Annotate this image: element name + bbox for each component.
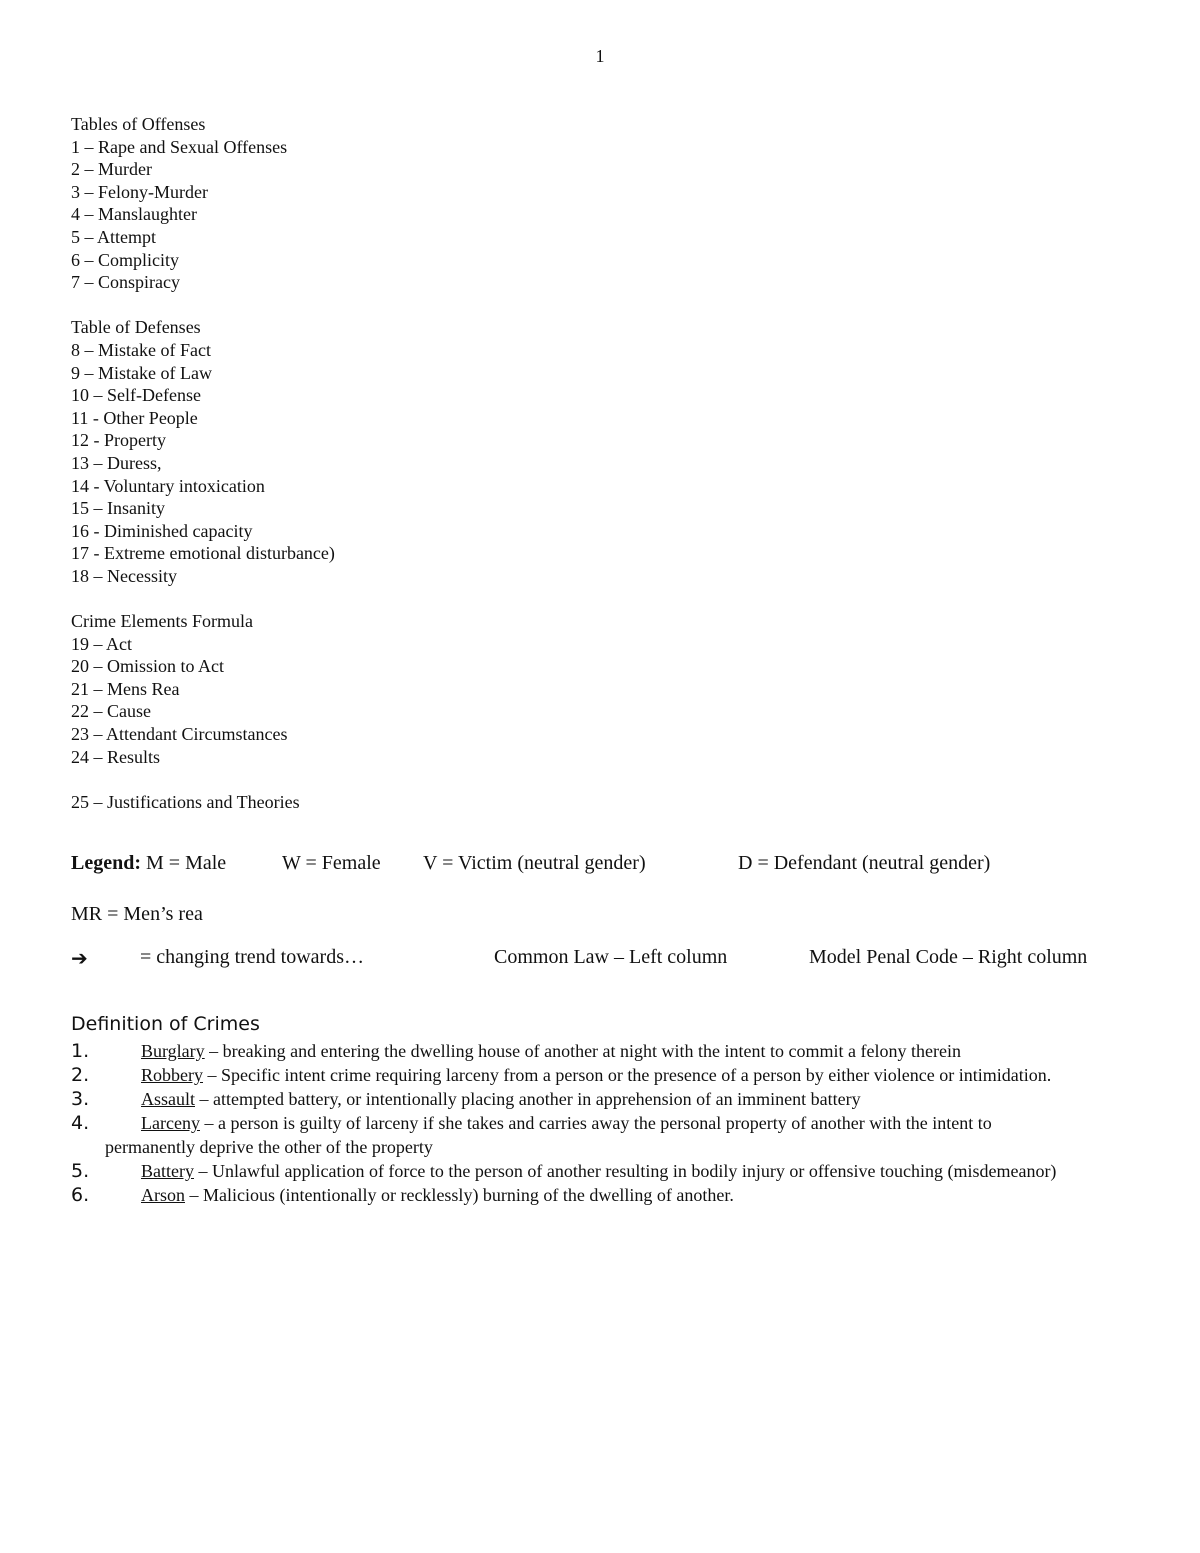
trend-text: = changing trend towards… [140, 946, 365, 968]
common-law-note: Common Law – Left column [494, 946, 728, 968]
element-item: 24 – Results [71, 746, 161, 767]
definition-number: 1. [71, 1040, 90, 1062]
offense-item: 5 – Attempt [71, 226, 156, 247]
definitions-heading: Definition of Crimes [71, 1013, 260, 1035]
legend-male: M = Male [146, 852, 227, 874]
defenses-heading: Table of Defenses [71, 317, 201, 338]
definition-text: – breaking and entering the dwelling house of another at night with the intent to commit a felony therein [204, 1041, 961, 1061]
definition-term: Assault [141, 1089, 195, 1109]
definition-text: – attempted battery, or intentionally placing another in apprehension of an imminent battery [195, 1089, 861, 1109]
legend-female: W = Female [282, 852, 381, 874]
offense-item: 1 – Rape and Sexual Offenses [71, 136, 288, 157]
definition-number: 5. [71, 1160, 90, 1182]
element-item: 20 – Omission to Act [71, 656, 225, 677]
definition-text: – Specific intent crime requiring larceny from a person or the presence of a person by either violence or intimidation. [203, 1065, 1052, 1085]
defense-item: 11 - Other People [71, 407, 198, 428]
offense-item: 2 – Murder [71, 159, 152, 180]
offenses-section [71, 113, 335, 294]
defense-item: 9 – Mistake of Law [71, 362, 212, 383]
legend-group [71, 852, 226, 875]
elements-section [71, 610, 335, 768]
defense-item: 16 - Diminished capacity [71, 520, 253, 541]
defense-item: 17 - Extreme emotional disturbance) [71, 543, 335, 564]
defense-item: 8 – Mistake of Fact [71, 339, 211, 360]
legend-defendant: D = Defendant (neutral gender) [738, 852, 991, 874]
definition-item [71, 1159, 1081, 1183]
definition-item [71, 1087, 1081, 1111]
right-arrow-icon: ➔ [71, 946, 88, 970]
definition-term: Larceny [141, 1113, 200, 1133]
definition-item [71, 1183, 1081, 1207]
offense-item: 7 – Conspiracy [71, 272, 180, 293]
legend-victim: V = Victim (neutral gender) [423, 852, 646, 874]
offense-item: 6 – Complicity [71, 249, 179, 270]
definition-term: Battery [141, 1161, 194, 1181]
definition-term: Arson [141, 1185, 185, 1205]
mens-rea-line: MR = Men’s rea [71, 903, 203, 925]
defense-item: 15 – Insanity [71, 498, 165, 519]
offenses-heading: Tables of Offenses [71, 114, 206, 134]
justifications-item: 25 – Justifications and Theories [71, 791, 300, 812]
defense-item: 10 – Self-Defense [71, 385, 201, 406]
table-of-contents [71, 113, 335, 813]
definition-text: – Unlawful application of force to the person of another resulting in bodily injury or offensive touching (misdemeanor) [193, 1161, 1057, 1181]
page-number: 1 [595, 46, 605, 66]
definition-number: 3. [71, 1088, 90, 1110]
definition-term: Burglary [141, 1041, 205, 1061]
definition-item [71, 1039, 1081, 1063]
definitions-list [71, 1039, 1081, 1207]
definition-number: 6. [71, 1184, 90, 1206]
trend-line [71, 946, 1171, 972]
legend-label: Legend: [71, 852, 141, 874]
mpc-note: Model Penal Code – Right column [809, 946, 1088, 968]
definition-number: 2. [71, 1064, 90, 1086]
definition-number: 4. [71, 1112, 90, 1134]
defenses-section [71, 316, 335, 587]
element-item: 22 – Cause [71, 701, 151, 722]
offense-item: 4 – Manslaughter [71, 204, 197, 225]
defense-item: 13 – Duress, [71, 452, 162, 473]
element-item: 21 – Mens Rea [71, 678, 180, 699]
offense-item: 3 – Felony-Murder [71, 181, 208, 202]
defense-item: 18 – Necessity [71, 565, 177, 586]
definition-text: – a person is guilty of larceny if she takes and carries away the personal property of another with the intent to permanently deprive the other of the property [105, 1113, 992, 1157]
element-item: 23 – Attendant Circumstances [71, 724, 288, 745]
defense-item: 14 - Voluntary intoxication [71, 475, 265, 496]
definition-item [71, 1063, 1081, 1087]
element-item: 19 – Act [71, 633, 132, 654]
defense-item: 12 - Property [71, 430, 166, 451]
elements-heading: Crime Elements Formula [71, 611, 253, 632]
definition-item [71, 1111, 1081, 1159]
definition-text: – Malicious (intentionally or recklessly) burning of the dwelling of another. [185, 1185, 734, 1205]
definition-term: Robbery [141, 1065, 203, 1085]
